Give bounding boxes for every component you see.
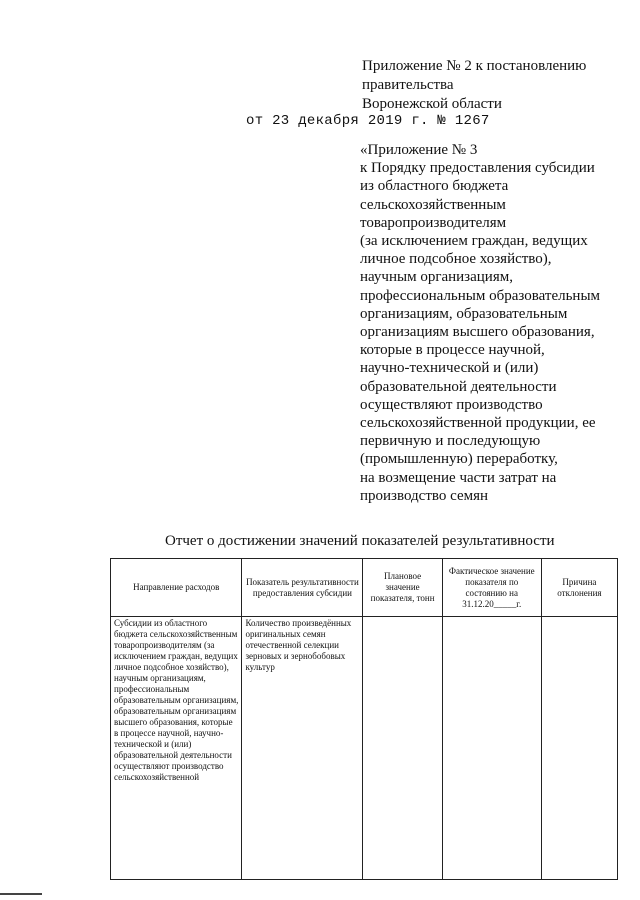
- scan-edge-mark: [0, 893, 42, 895]
- cell-expense-direction: Субсидии из областного бюджета сельскохозяйственным товаропроизводителям (за исключением граждан, ведущих личное подсобное хозяйство), научным организациям, профессиональным образовательным организациям, образовательным организациям высшего образования, которые в процессе научной, научно-технической и (или) образовательной деятельности осуществляют производство сельскохозяйственной: [111, 617, 242, 880]
- report-table: [110, 558, 618, 880]
- table-row: [111, 617, 618, 880]
- cell-performance-indicator: Количество произведённых оригинальных семян отечественной селекции зерновых и зернобобовых культур: [242, 617, 363, 880]
- appendix-line: первичную и последующую: [360, 433, 541, 450]
- appendix-line: производство семян: [360, 487, 489, 504]
- appendix-line: личное подсобное хозяйство),: [360, 251, 552, 268]
- header-expense-direction: Направление расходов: [111, 559, 242, 617]
- appendix-line: (за исключением граждан, ведущих: [360, 233, 588, 250]
- cell-actual-value: [442, 617, 541, 880]
- appendix-line: к Порядку предоставления субсидии: [360, 160, 595, 177]
- report-title: Отчет о достижении значений показателей результативности: [165, 533, 555, 549]
- appendix-block: [360, 141, 630, 505]
- appendix-line: сельскохозяйственным: [360, 196, 506, 213]
- appendix-line: образовательной деятельности: [360, 378, 557, 395]
- appendix-line: товаропроизводителям: [360, 214, 507, 231]
- appendix-line: научным организациям,: [360, 269, 513, 286]
- decree-date: от 23 декабря 2019 г. № 1267: [246, 113, 490, 129]
- table-header-row: [111, 559, 618, 617]
- appendix-line: которые в процессе научной,: [360, 342, 545, 359]
- appendix-line: организациям, образовательным: [360, 305, 568, 322]
- cell-deviation-reason: [541, 617, 617, 880]
- appendix-line: осуществляют производство: [360, 396, 543, 413]
- approval-line-1: Приложение № 2 к постановлению: [362, 58, 587, 74]
- header-performance-indicator: Показатель результативности предоставления субсидии: [242, 559, 363, 617]
- header-deviation-reason: Причина отклонения: [541, 559, 617, 617]
- appendix-line: «Приложение № 3: [360, 142, 478, 158]
- appendix-line: организациям высшего образования,: [360, 324, 595, 341]
- approval-line-3: Воронежской области: [362, 96, 502, 112]
- header-actual-value: Фактическое значение показателя по состоянию на 31.12.20_____г.: [442, 559, 541, 617]
- approval-block: [362, 57, 622, 114]
- appendix-line: профессиональным образовательным: [360, 287, 601, 304]
- appendix-line: научно-технической и (или): [360, 360, 539, 377]
- appendix-line: (промышленную) переработку,: [360, 451, 558, 468]
- cell-planned-value: [363, 617, 442, 880]
- appendix-line: сельскохозяйственной продукции, ее: [360, 415, 596, 432]
- appendix-line: на возмещение части затрат на: [360, 469, 557, 486]
- approval-line-2: правительства: [362, 77, 454, 93]
- header-planned-value: Плановое значение показателя, тонн: [363, 559, 442, 617]
- appendix-line: из областного бюджета: [360, 178, 509, 195]
